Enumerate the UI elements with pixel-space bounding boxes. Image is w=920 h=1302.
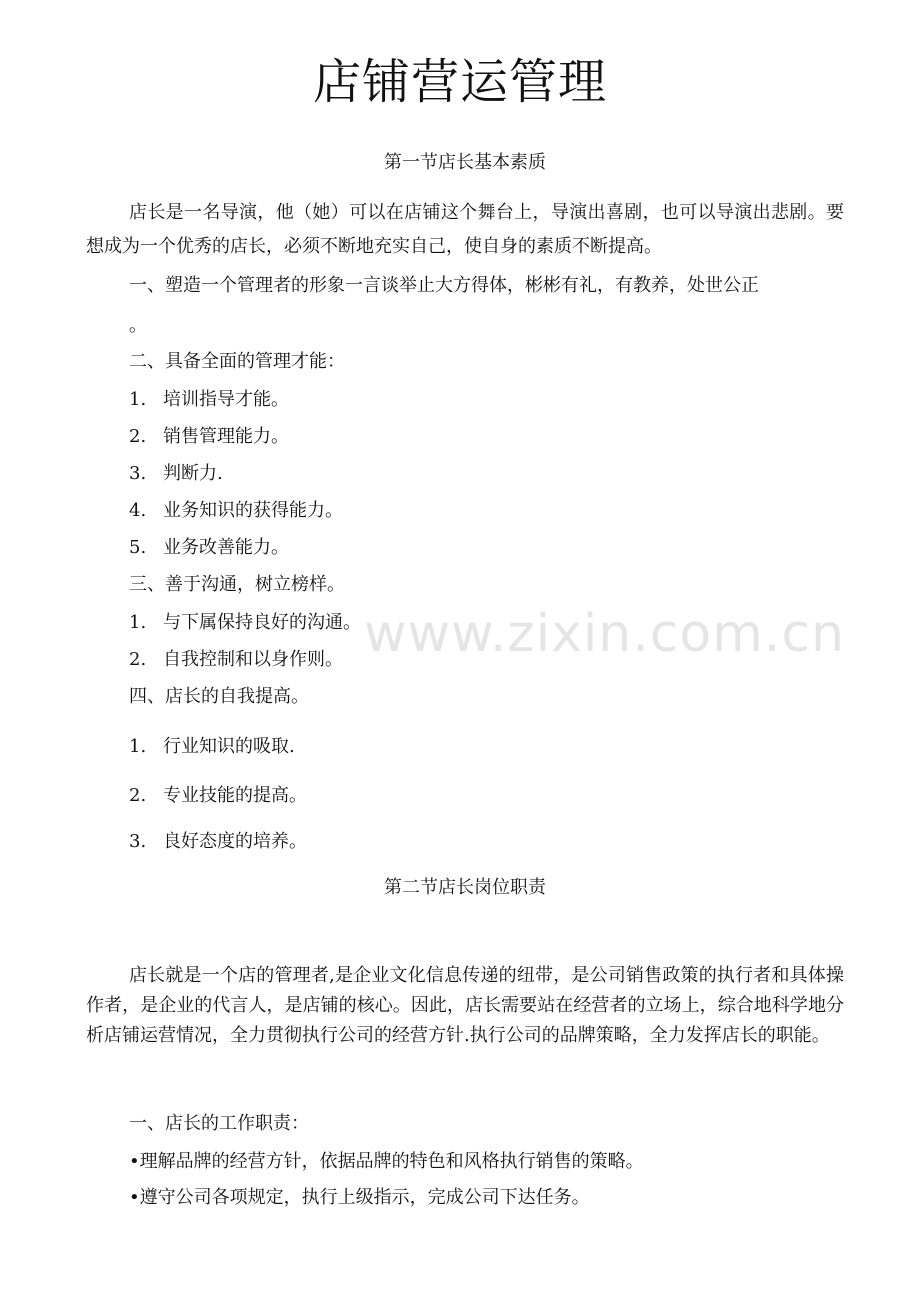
list-item-number: 5. [129,537,147,558]
bullet-item: •遵守公司各项规定，执行上级指示，完成公司下达任务。 [129,1187,590,1208]
list-item [129,611,361,635]
section1-intro-paragraph: 店长是一名导演，他（她）可以在店铺这个舞台上，导演出喜剧，也可以导演出悲剧。要想成为一个优秀的店长，必须不断地充实自己，使自身的素质不断提高。 [86,202,844,257]
section1-point1-line2: 。 [129,315,147,336]
list-item-number: 3. [129,831,147,852]
section2-heading: 第二节店长岗位职责 [384,877,546,898]
bullet-item: •理解品牌的经营方针，依据品牌的特色和风格执行销售的策略。 [129,1151,644,1172]
list-item-text: 业务改善能力。 [163,537,289,558]
list-item [129,425,289,449]
list-item-number: 4. [129,500,147,521]
list-item-text: 判断力. [163,463,223,484]
section1-point4-heading: 四、店长的自我提高。 [129,686,309,707]
list-item-number: 1. [129,612,147,633]
list-item [129,499,343,523]
list-item-text: 专业技能的提高。 [163,785,307,806]
list-item-number: 3. [129,463,147,484]
list-item [129,536,289,560]
list-item-text: 与下属保持良好的沟通。 [163,612,361,633]
watermark-text: www.zixin.com.cn [364,604,845,664]
document-title: 店铺营运管理 [312,54,607,110]
list-item-number: 1. [129,736,147,757]
list-item-text: 良好态度的培养。 [163,831,307,852]
section1-point2-heading: 二、具备全面的管理才能： [129,351,345,372]
list-item [129,735,295,759]
list-item-text: 自我控制和以身作则。 [163,649,343,670]
section2-intro-paragraph: 店长就是一个店的管理者,是企业文化信息传递的纽带，是公司销售政策的执行者和具体操作者，是企业的代言人，是店铺的核心。因此，店长需要站在经营者的立场上，综合地科学地分析店铺运营情况，全力贯彻执行公司的经营方针.执行公司的品牌策略，全力发挥店长的职能。 [86,965,844,1046]
section2-duties-heading: 一、店长的工作职责： [129,1113,309,1134]
list-item [129,784,307,808]
list-item-text: 行业知识的吸取. [163,736,295,757]
list-item [129,648,343,672]
list-item-text: 销售管理能力。 [163,426,289,447]
section1-heading: 第一节店长基本素质 [384,152,546,173]
list-item-number: 2. [129,649,147,670]
list-item-number: 2. [129,785,147,806]
list-item [129,462,223,486]
list-item [129,388,289,412]
list-item-number: 1. [129,389,147,410]
list-item [129,830,307,854]
list-item-number: 2. [129,426,147,447]
section1-point3-heading: 三、善于沟通，树立榜样。 [129,574,345,595]
list-item-text: 业务知识的获得能力。 [163,500,343,521]
list-item-text: 培训指导才能。 [163,389,289,410]
section1-point1-line1: 一、塑造一个管理者的形象一言谈举止大方得体，彬彬有礼，有教养，处世公正 [129,275,759,296]
